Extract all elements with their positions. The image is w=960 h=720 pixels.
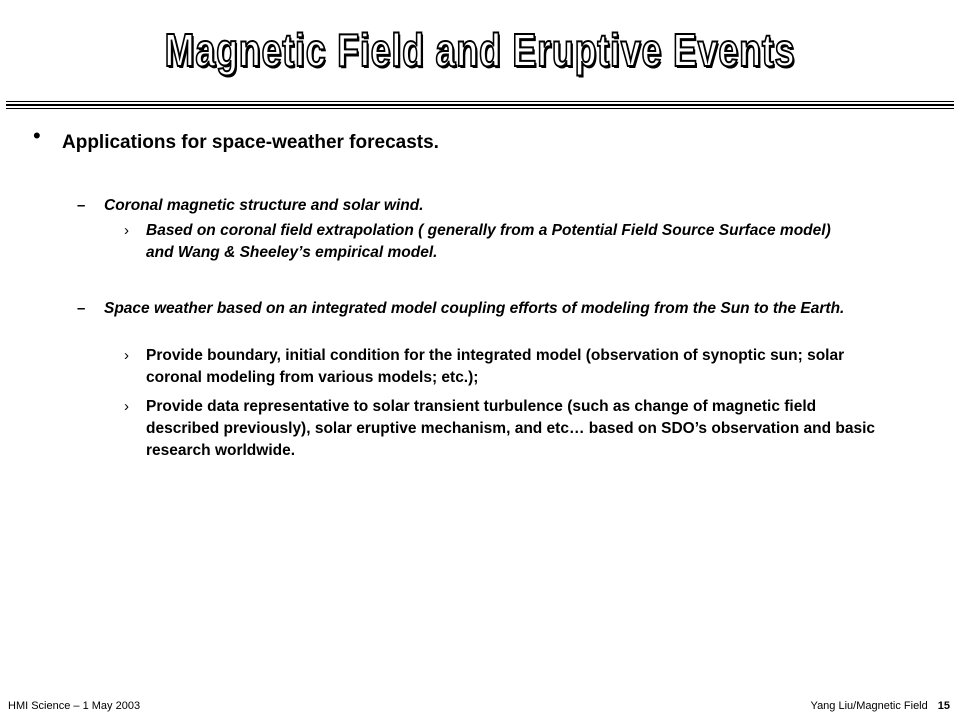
title-rule-middle [6,104,954,106]
item-1-text: Coronal magnetic structure and solar wind. [104,197,424,214]
page-number: 15 [937,700,950,712]
footer-left-text: HMI Science – 1 May 2003 [8,700,141,712]
chevron-marker: › [124,398,129,415]
footer-author: Yang Liu/Magnetic Field [810,700,928,712]
footer-right [811,700,950,712]
chevron-marker: › [124,347,129,364]
slide-title: Magnetic Field and Eruptive Events [164,24,796,76]
dash-marker: – [77,197,86,214]
title-rule-top [6,101,954,102]
title-rule-bottom [6,108,954,109]
item-1-sub-1: Based on coronal field extrapolation ( generally from a Potential Field Source Surface model) and Wang & Sheeley’s empirical model. [146,222,831,261]
bullet-heading: Applications for space-weather forecasts. [62,132,439,153]
item-2-text: Space weather based on an integrated model coupling efforts of modeling from the Sun to the Earth. [104,300,845,317]
dash-marker: – [77,300,86,317]
bullet-marker: • [33,123,41,148]
item-2-sub-2: Provide data representative to solar transient turbulence (such as change of magnetic field described previously), solar eruptive mechanism, and etc… based on SDO’s observation and basic research worldwide. [146,398,876,459]
item-2-sub-1: Provide boundary, initial condition for the integrated model (observation of synoptic sun; solar coronal modeling from various models; etc.); [146,347,845,386]
chevron-marker: › [124,222,129,239]
